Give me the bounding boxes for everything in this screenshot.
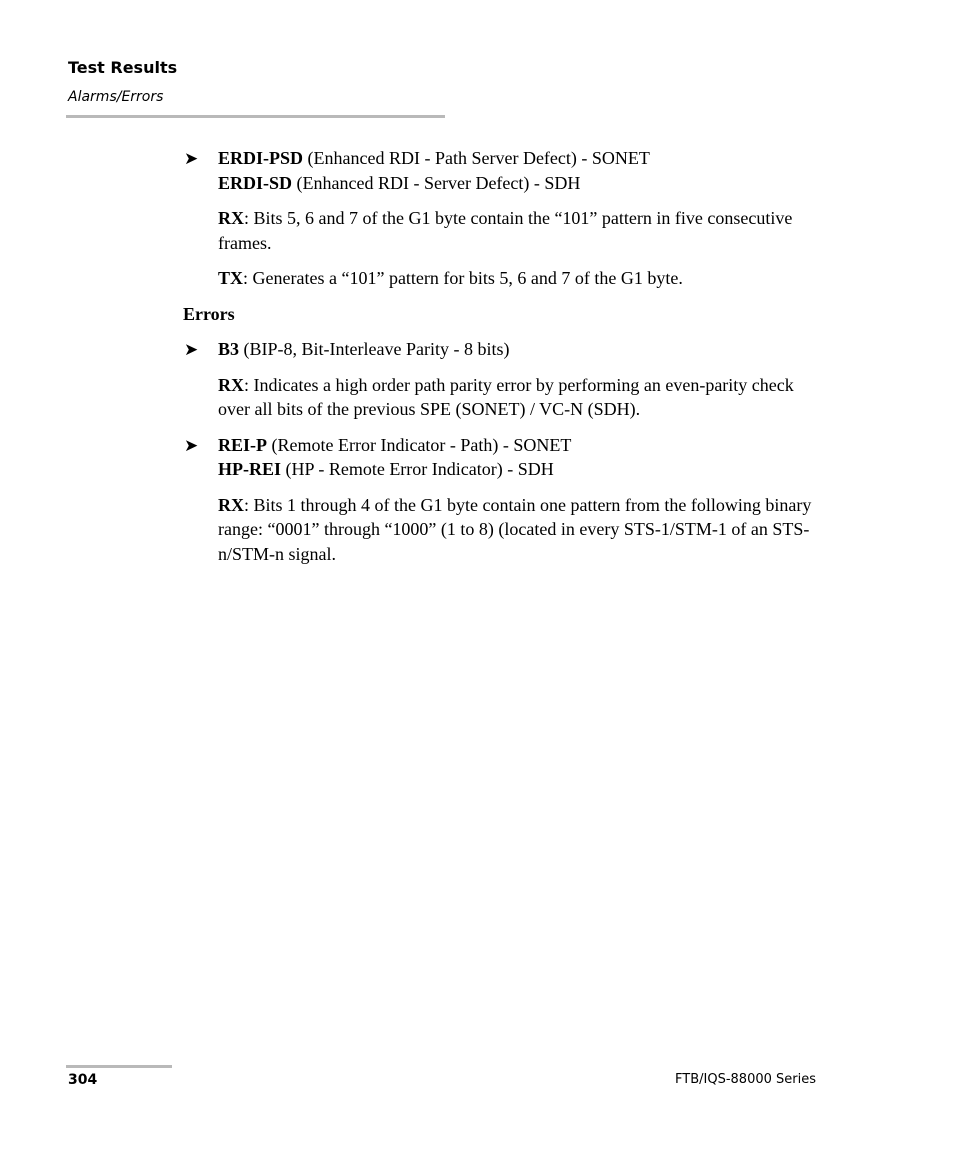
item-text: (Enhanced RDI - Path Server Defect) - SONET bbox=[303, 148, 650, 168]
arrow-bullet-icon: ➤ bbox=[184, 340, 199, 360]
description-paragraph bbox=[183, 493, 823, 567]
item-text: (HP - Remote Error Indicator) - SDH bbox=[281, 459, 554, 479]
item-line bbox=[218, 433, 823, 458]
list-item-b3 bbox=[183, 337, 823, 362]
item-term: HP-REI bbox=[218, 459, 281, 479]
description-paragraph bbox=[183, 373, 823, 422]
header-divider bbox=[66, 115, 445, 118]
section-heading-errors: Errors bbox=[183, 303, 235, 324]
item-text: (Enhanced RDI - Server Defect) - SDH bbox=[292, 172, 581, 193]
item-line bbox=[218, 171, 823, 196]
list-item-rei bbox=[183, 433, 823, 482]
desc-text: : Indicates a high order path parity error by performing an even-parity check over all bits of the previous SPE (SONET) / VC-N (SDH). bbox=[218, 374, 794, 419]
description-paragraph bbox=[183, 206, 823, 255]
item-text: (BIP-8, Bit-Interleave Parity - 8 bits) bbox=[239, 339, 510, 359]
item-line bbox=[218, 337, 823, 362]
item-text: (Remote Error Indicator - Path) - SONET bbox=[267, 434, 572, 455]
footer-divider bbox=[66, 1065, 172, 1068]
arrow-bullet-icon: ➤ bbox=[184, 435, 199, 456]
desc-term: RX bbox=[218, 494, 244, 515]
running-header-title: Test Results bbox=[68, 58, 178, 77]
description-paragraph bbox=[183, 266, 823, 291]
item-line bbox=[218, 146, 823, 171]
page-content bbox=[183, 146, 823, 577]
item-line bbox=[218, 457, 823, 482]
page-number: 304 bbox=[68, 1072, 98, 1088]
running-header-subtitle: Alarms/Errors bbox=[68, 89, 164, 105]
list-item-erdi bbox=[183, 146, 823, 195]
item-term: REI-P bbox=[218, 434, 267, 455]
item-term: ERDI-PSD bbox=[218, 148, 304, 168]
desc-term: RX bbox=[218, 374, 244, 395]
item-term: ERDI-SD bbox=[218, 172, 293, 193]
desc-term: RX bbox=[218, 208, 244, 228]
arrow-bullet-icon: ➤ bbox=[184, 149, 199, 169]
desc-term: TX bbox=[218, 268, 244, 288]
desc-text: : Generates a “101” pattern for bits 5, 6 and 7 of the G1 byte. bbox=[243, 268, 683, 288]
product-series-name: FTB/IQS-88000 Series bbox=[675, 1072, 816, 1087]
item-term: B3 bbox=[218, 339, 240, 359]
desc-text: : Bits 5, 6 and 7 of the G1 byte contain the “101” pattern in five consecutive frames. bbox=[218, 208, 793, 253]
desc-text: : Bits 1 through 4 of the G1 byte contain one pattern from the following binary range: “0001” through “1000” (1 to 8) (located in every STS-1/STM-1 of an STS-n/STM-n signal. bbox=[218, 494, 812, 564]
